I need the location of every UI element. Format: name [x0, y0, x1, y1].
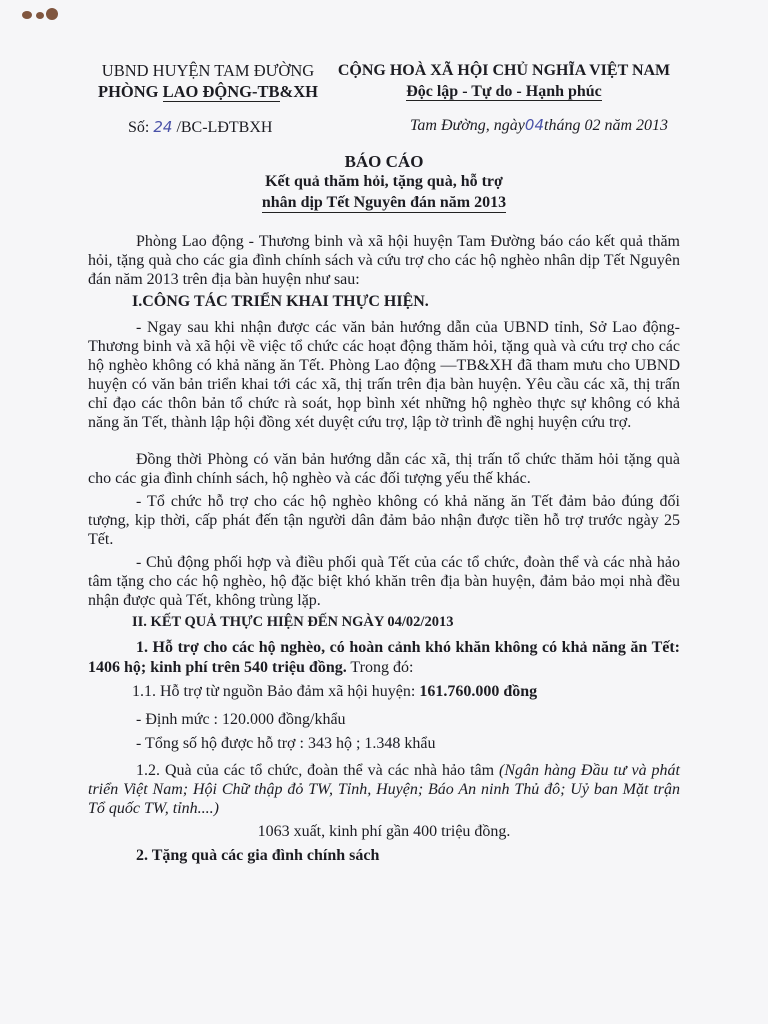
- total-line: - Tổng số hộ được hỗ trợ : 343 hộ ; 1.348 khẩu: [136, 735, 436, 752]
- report-title: BÁO CÁO: [344, 152, 424, 171]
- item-1-2-result: 1063 xuất, kinh phí gần 400 triệu đồng.: [257, 823, 511, 840]
- norm-line: - Định mức : 120.000 đồng/khẩu: [136, 711, 346, 728]
- issuing-agency: [88, 60, 328, 102]
- handwritten-number: 24: [153, 118, 173, 136]
- report-subtitle-2: nhân dịp Tết Nguyên đán năm 2013: [261, 194, 507, 211]
- document-number: Số: 24 /BC-LĐTBXH: [128, 118, 273, 136]
- section1-paragraph-1: - Ngay sau khi nhận được các văn bản hướng dẫn của UBND tỉnh, Sở Lao động-Thương binh và xã hội về việc tổ chức các hoạt động thăm hỏi, tặng quà và cứu trợ cho các hộ nghèo không có khả năng ăn Tết. Phòng Lao động —TB&XH đã tham mưu cho UBND huyện có văn bản triển khai tới các xã, thị trấn trên địa bàn huyện. Yêu cầu các xã, thị trấn chỉ đạo các thôn bản tổ chức rà soát, họp bình xét những hộ nghèo thực sự không có khả năng ăn Tết, thành lập hội đồng xét duyệt cứu trợ, lập tờ trình đề nghị huyện cứu trợ.: [88, 319, 680, 431]
- nation-name: CỘNG HOÀ XÃ HỘI CHỦ NGHĨA VIỆT NAM: [337, 62, 671, 79]
- agency-line-1: UBND HUYỆN TAM ĐƯỜNG: [101, 61, 315, 80]
- ink-stain: [22, 11, 32, 19]
- section2-item-1: 1. Hỗ trợ cho các hộ nghèo, có hoàn cảnh khó khăn không có khả năng ăn Tết: 1406 hộ; kinh phí trên 540 triệu đồng. Trong đó:: [88, 639, 680, 676]
- agency-line-2: PHÒNG LAO ĐỘNG-TB&XH: [97, 82, 318, 101]
- section1-paragraph-2: Đồng thời Phòng có văn bản hướng dẫn các xã, thị trấn tổ chức thăm hỏi tặng quà cho các gia đình chính sách, hộ nghèo và các đối tượng yếu thế khác.: [88, 451, 680, 487]
- section1-heading: I.CÔNG TÁC TRIỂN KHAI THỰC HIỆN.: [132, 293, 429, 310]
- report-subtitle-1: Kết quả thăm hỏi, tặng quà, hỗ trợ: [265, 173, 503, 190]
- section1-paragraph-3: - Tổ chức hỗ trợ cho các hộ nghèo không có khả năng ăn Tết đảm bảo đúng đối tượng, kịp thời, cấp phát đến tận người dân đảm bảo nhận được tiền hỗ trợ trước ngày 25 Tết.: [88, 493, 680, 548]
- section2-item-1-2: 1.2. Quà của các tổ chức, đoàn thể và các nhà hảo tâm (Ngân hàng Đầu tư và phát triển Việt Nam; Hội Chữ thập đỏ TW, Tỉnh, Huyện; Báo An ninh Thủ đô; Uỷ ban Mặt trận Tổ quốc TW, tỉnh....): [88, 762, 681, 817]
- national-motto: Độc lập - Tự do - Hạnh phúc: [406, 83, 602, 100]
- national-heading: [328, 60, 680, 102]
- ink-stain: [46, 8, 58, 20]
- section2-item-1-1: 1.1. Hỗ trợ từ nguồn Bảo đảm xã hội huyện: 161.760.000 đồng: [132, 683, 538, 700]
- ink-stain: [36, 12, 44, 19]
- intro-paragraph: Phòng Lao động - Thương binh và xã hội huyện Tam Đường báo cáo kết quả thăm hỏi, tặng quà cho các gia đình chính sách và cứu trợ cho các hộ nghèo nhân dịp Tết Nguyên đán năm 2013 trên địa bàn huyện như sau:: [88, 233, 680, 288]
- place-date: Tam Đường, ngày04tháng 02 năm 2013: [410, 116, 668, 134]
- section2-item-2: 2. Tặng quà các gia đình chính sách: [136, 847, 380, 864]
- section2-heading: II. KẾT QUẢ THỰC HIỆN ĐẾN NGÀY 04/02/2013: [132, 614, 454, 630]
- amount: 161.760.000 đồng: [419, 683, 538, 700]
- handwritten-day: 04: [524, 116, 544, 134]
- section1-paragraph-4: - Chủ động phối hợp và điều phối quà Tết của các tổ chức, đoàn thể và các nhà hảo tâm tặng cho các hộ nghèo, hộ đặc biệt khó khăn trên địa bàn huyện, đảm bảo mọi nhà đều nhận được quà Tết, không trùng lặp.: [88, 554, 680, 609]
